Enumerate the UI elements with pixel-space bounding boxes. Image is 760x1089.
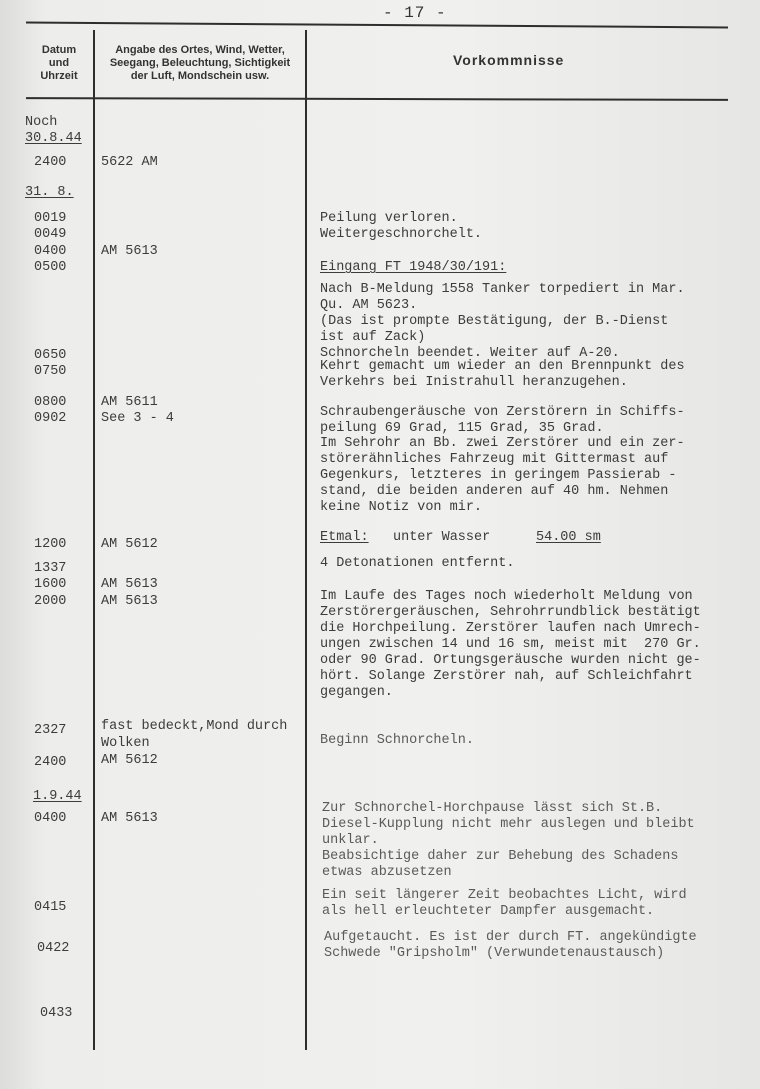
date-label: 1.9.44 [33,789,82,804]
event-entry: Diesel-Kupplung nicht mehr auslegen und bleibt [322,817,695,832]
place-entry: AM 5613 [101,244,158,259]
event-entry: unklar. [322,833,379,848]
header-datum [28,44,90,83]
time-entry: 0422 [37,941,70,956]
place-entry: AM 5613 [101,577,158,592]
event-entry: gegangen. [320,685,393,700]
event-entry: Schnorcheln beendet. Weiter auf A-20. [320,346,620,361]
place-entry: AM 5612 [101,753,158,768]
time-entry: 1200 [34,537,67,552]
place-entry: fast bedeckt,Mond durch [101,719,288,734]
time-entry: 2400 [34,755,67,770]
page-number: - 17 - [383,4,447,22]
event-entry: hört. Solange Zerstörer nah, auf Schleichfahrt [320,669,693,684]
time-entry: 0400 [34,244,67,259]
time-entry: 2000 [34,594,67,609]
event-entry: Schraubengeräusche von Zerstörern in Schiffs- [320,405,685,420]
event-entry: Schwede "Gripsholm" (Verwundetenaustausch) [324,946,665,961]
event-entry: Nach B-Meldung 1558 Tanker torpediert in Mar. [320,282,685,297]
place-entry: AM 5612 [101,537,158,552]
time-entry: 0415 [34,900,67,915]
event-entry: Zur Schnorchel-Horchpause lässt sich St.B. [322,801,663,816]
place-entry: 5622 AM [101,155,158,170]
date-label: 31. 8. [25,185,74,200]
event-entry: keine Notiz von mir. [320,500,483,515]
event-entry: peilung 69 Grad, 115 Grad, 35 Grad. [320,421,604,436]
event-entry: Im Sehrohr an Bb. zwei Zerstörer und ein zer- [320,436,685,451]
event-entry: Kehrt gemacht um wieder an den Brennpunkt des [320,359,685,374]
event-entry: Peilung verloren. [320,211,458,226]
event-entry: stand, die beiden anderen auf 40 hm. Nehmen [320,484,669,499]
place-entry: AM 5613 [101,594,158,609]
event-entry: Im Laufe des Tages noch wiederholt Meldung von [320,589,693,604]
header-datum-line: Uhrzeit [40,70,78,82]
header-vorkommnisse: Vorkommnisse [453,52,565,68]
event-entry: Zerstörergeräuschen, Sehrohrrundblick bestätigt [320,605,701,620]
header-angabe-line: Angabe des Ortes, Wind, Wetter, [115,44,285,56]
event-label: Etmal: [320,530,369,545]
date-label: Noch [25,115,58,130]
place-entry: AM 5613 [101,811,158,826]
event-value: 54.00 sm [536,530,601,545]
time-entry: 0400 [34,811,67,826]
event-entry: die Horchpeilung. Zerstörer laufen nach Umrech- [320,621,701,636]
time-entry: 0019 [34,211,67,226]
time-entry: 0750 [34,364,67,379]
header-angabe [96,44,304,83]
col-divider-1 [93,30,95,1050]
event-entry: Beginn Schnorcheln. [320,733,474,748]
event-entry: 4 Detonationen entfernt. [320,556,515,571]
time-entry: 2400 [34,155,67,170]
place-entry: See 3 - 4 [101,411,174,426]
event-entry: Eingang FT 1948/30/191: [320,260,507,275]
event-entry: störerähnliches Fahrzeug mit Gittermast auf [320,452,669,467]
event-entry: unter Wasser [393,530,491,545]
time-entry: 2327 [34,723,67,738]
event-entry: oder 90 Grad. Ortungsgeräusche wurden nicht ge- [320,653,701,668]
header-datum-line: Datum [41,44,77,56]
date-label: 30.8.44 [25,131,82,146]
event-entry: Qu. AM 5623. [320,298,418,313]
event-entry: Gegenkurs, letzteres in geringem Passierab - [320,468,677,483]
event-entry: etwas abzusetzen [322,865,452,880]
time-entry: 0800 [34,395,67,410]
time-entry: 0650 [34,348,67,363]
event-entry: Aufgetaucht. Es ist der durch FT. angekündigte [324,930,697,945]
event-entry: (Das ist prompte Bestätigung, der B.-Dienst [320,314,669,329]
header-angabe-line: Seegang, Beleuchtung, Sichtigkeit [109,57,291,69]
time-entry: 1600 [34,577,67,592]
header-rule [26,97,728,101]
col-divider-2 [305,30,307,1050]
place-entry: Wolken [101,736,150,751]
time-entry: 0433 [40,1006,73,1021]
top-rule [26,22,728,29]
event-entry: als hell erleuchteter Dampfer ausgemacht. [322,904,655,919]
event-entry: ungen zwischen 14 und 16 sm, meist mit 270 Gr. [320,637,701,652]
event-entry: Ein seit längerer Zeit beobachtes Licht, wird [322,888,687,903]
header-datum-line: und [48,57,70,69]
place-entry: AM 5611 [101,395,158,410]
event-entry: ist auf Zack) [320,330,426,345]
time-entry: 0049 [34,227,67,242]
time-entry: 0500 [34,260,67,275]
event-entry: Weitergeschnorchelt. [320,227,483,242]
time-entry: 1337 [34,561,67,576]
event-entry: Verkehrs bei Inistrahull heranzugehen. [320,375,628,390]
event-entry: Beabsichtige daher zur Behebung des Schadens [322,849,679,864]
time-entry: 0902 [34,411,67,426]
header-angabe-line: der Luft, Mondschein usw. [130,70,270,82]
